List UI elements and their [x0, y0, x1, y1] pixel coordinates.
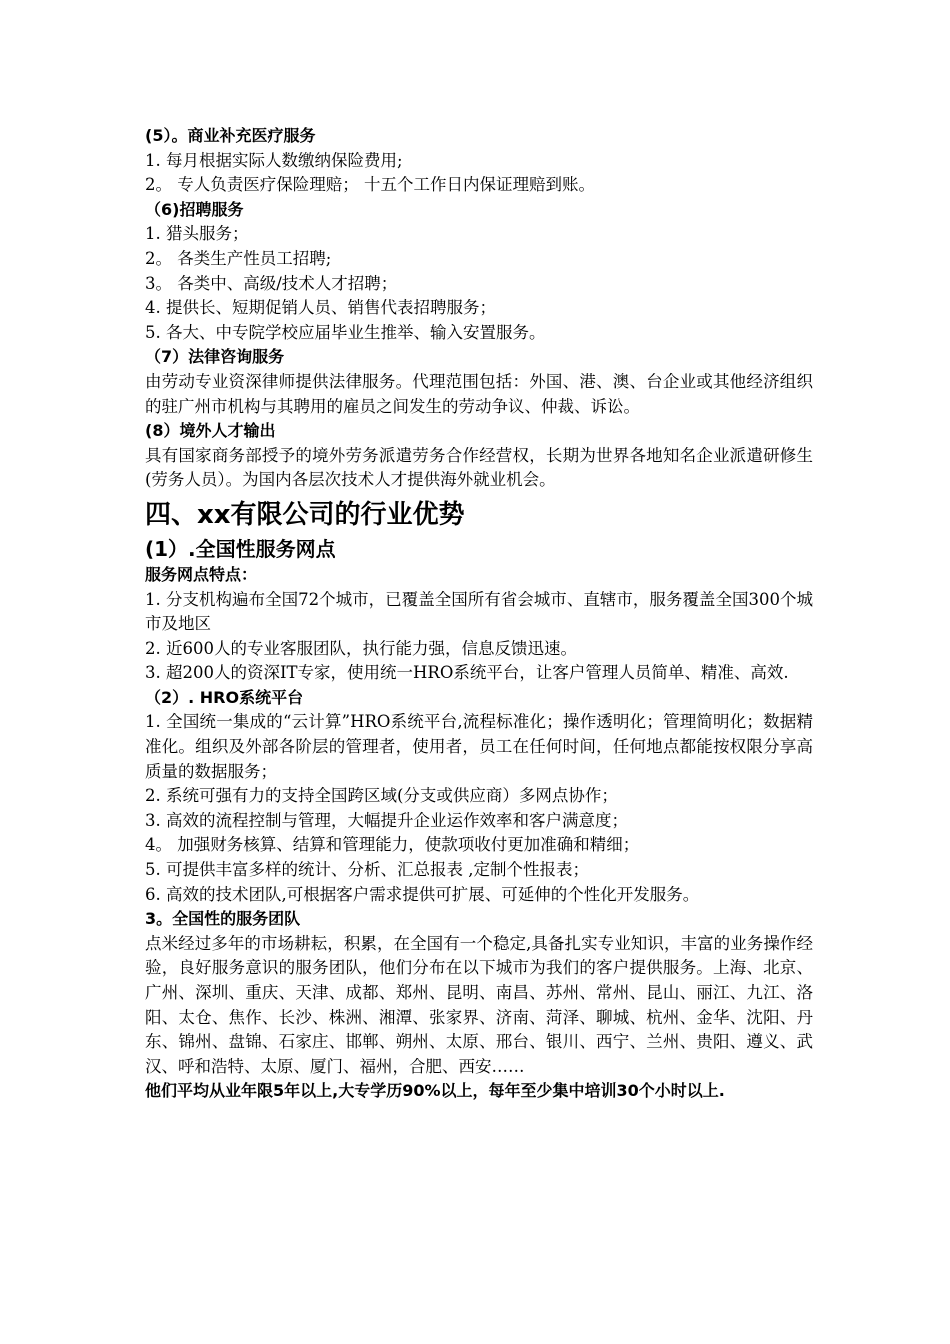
subheading-network: (1）.全国性服务网点: [145, 536, 336, 561]
paragraph: 2. 近600人的专业客服团队，执行能力强，信息反馈迅速。: [145, 638, 577, 658]
paragraph: 2。 各类生产性员工招聘;: [145, 248, 332, 268]
paragraph: 4. 提供长、短期促销人员、销售代表招聘服务；: [145, 298, 496, 318]
section-heading-recruitment: （6)招聘服务: [145, 199, 244, 219]
paragraph: 3。 各类中、高级/技术人才招聘；: [145, 273, 398, 293]
paragraph: 由劳动专业资深律师提供法律服务。代理范围包括：外国、港、澳、台企业或其他经济组织的驻广州市机构与其聘用的雇员之间发生的劳动争议、仲裁、诉讼。: [145, 371, 813, 416]
paragraph: 3. 高效的流程控制与管理，大幅提升企业运作效率和客户满意度；: [145, 810, 628, 830]
paragraph: 1. 每月根据实际人数缴纳保险费用;: [145, 150, 403, 170]
paragraph: 5. 各大、中专院学校应届毕业生推举、输入安置服务。: [145, 322, 546, 342]
paragraph: 点米经过多年的市场耕耘，积累，在全国有一个稳定,具备扎实专业知识，丰富的业务操作经验，良好服务意识的服务团队，他们分布在以下城市为我们的客户提供服务。上海、北京、广州、深圳、重庆、天津、成都、郑州、昆明、南昌、苏州、常州、昆山、丽江、九江、洛阳、太仓、焦作、长沙、株洲、湘潭、张家界、济南、菏泽、聊城、杭州、金华、沈阳、丹东、锦州、盘锦、石家庄、邯郸、朔州、太原、邢台、银川、西宁、兰州、贵阳、遵义、武汉、呼和浩特、太原、厦门、福州，合肥、西安……: [145, 933, 813, 1076]
section-heading-commercial-medical: (5）。商业补充医疗服务: [145, 126, 316, 145]
paragraph: 3. 超200人的资深IT专家，使用统一HRO系统平台，让客户管理人员简单、精准、高效.: [145, 663, 789, 683]
label-network-features: 服务网点特点：: [145, 564, 258, 584]
paragraph: 4。 加强财务核算、结算和管理能力，使款项收付更加准确和精细；: [145, 835, 640, 855]
paragraph: 5. 可提供丰富多样的统计、分析、汇总报表 ,定制个性报表；: [145, 860, 589, 880]
bold-summary: 他们平均从业年限5年以上,大专学历90%以上，每年至少集中培训30个小时以上.: [145, 1081, 725, 1101]
section-heading-legal: （7）法律咨询服务: [145, 347, 285, 367]
chapter-heading: 四、xx有限公司的行业优势: [145, 499, 465, 530]
section-heading-overseas: (8）境外人才输出: [145, 421, 276, 441]
paragraph: 6. 高效的技术团队,可根据客户需求提供可扩展、可延伸的个性化开发服务。: [145, 884, 700, 904]
paragraph: 具有国家商务部授予的境外劳务派遣劳务合作经营权，长期为世界各地知名企业派遣研修生(劳务人员）。为国内各层次技术人才提供海外就业机会。: [145, 445, 813, 490]
paragraph: 2. 系统可强有力的支持全国跨区域(分支或供应商）多网点协作；: [145, 786, 618, 806]
paragraph: 2。 专人负责医疗保险理赔； 十五个工作日内保证理赔到账。: [145, 175, 595, 195]
paragraph: 1. 猎头服务；: [145, 224, 249, 244]
document-page: [145, 124, 813, 1104]
subheading-service-team: 3。全国性的服务团队: [145, 909, 301, 929]
paragraph: 1. 分支机构遍布全国72个城市，已覆盖全国所有省会城市、直辖市，服务覆盖全国300个城市及地区: [145, 589, 813, 634]
paragraph: 1. 全国统一集成的“云计算”HRO系统平台,流程标准化；操作透明化；管理简明化；数据精准化。组织及外部各阶层的管理者，使用者，员工在任何时间，任何地点都能按权限分享高质量的数据服务；: [145, 712, 813, 781]
subheading-hro-platform: （2）. HRO系统平台: [145, 687, 304, 707]
